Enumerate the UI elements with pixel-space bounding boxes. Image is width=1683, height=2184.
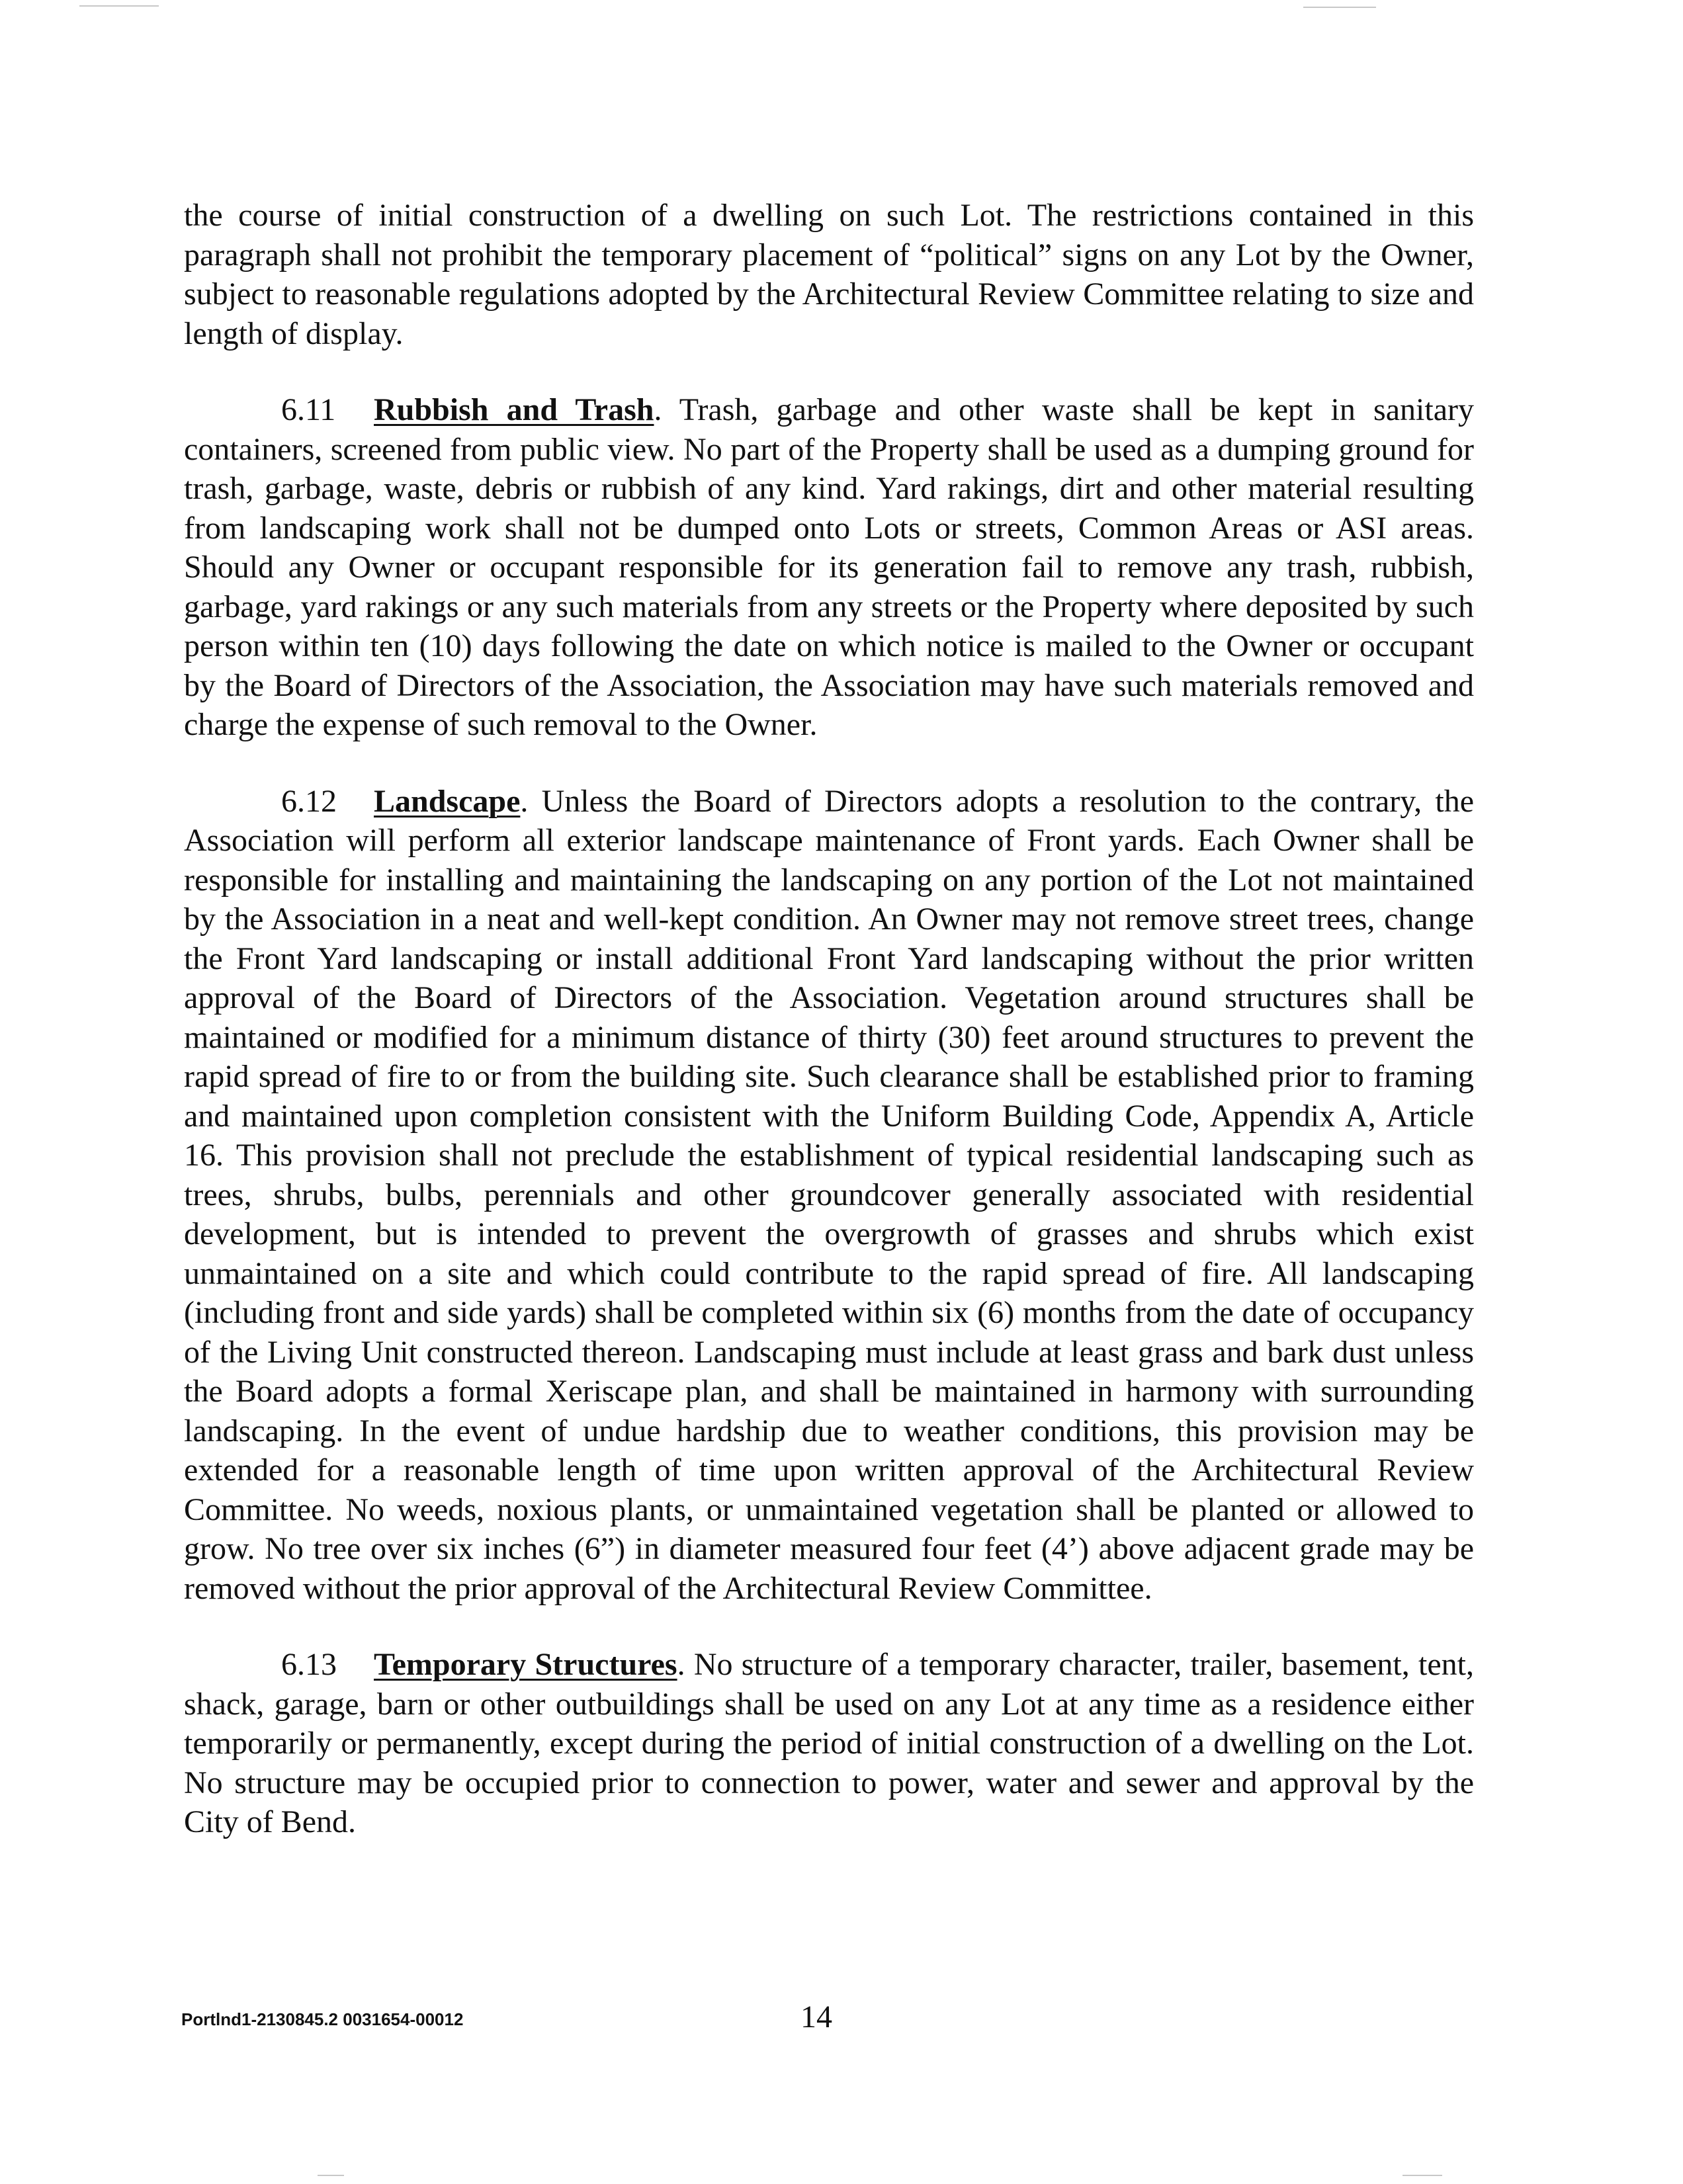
section-6-13 <box>184 1645 1474 1842</box>
document-body <box>184 196 1474 1842</box>
section-6-11 <box>184 390 1474 745</box>
section-body: . No structure of a temporary character, trailer, basement, tent, shack, garage, barn or other outbuildings shall be used on any Lot at any time as a residence either temporarily or permanently, except during the period of initial construction of a dwelling on the Lot. No structure may be occupied prior to connection to power, water and sewer and approval by the City of Bend. <box>184 1647 1474 1839</box>
section-title: Temporary Structures <box>374 1647 677 1682</box>
section-6-12 <box>184 782 1474 1609</box>
scan-artifact <box>79 5 159 7</box>
page-number: 14 <box>800 1999 832 2035</box>
section-number: 6.13 <box>281 1647 337 1682</box>
section-body: . Unless the Board of Directors adopts a resolution to the contrary, the Association will perform all exterior landscape maintenance of Front yards. Each Owner shall be responsible for installing and maintaining the landscaping on any portion of the Lot not maintained by the Association in a neat and well-kept condition. An Owner may not remove street trees, change the Front Yard landscaping or install additional Front Yard landscaping without the prior written approval of the Board of Directors of the Association. Vegetation around structures shall be maintained or modified for a minimum distance of thirty (30) feet around structures to prevent the rapid spread of fire to or from the building site. Such clearance shall be established prior to framing and maintained upon completion consistent with the Uniform Building Code, Appendix A, Article 16. This provision shall not preclude the establishment of typical residential landscaping such as trees, shrubs, bulbs, perennials and other groundcover generally associated with residential development, but is intended to prevent the overgrowth of grasses and shrubs which exist unmaintained on a site and which could contribute to the rapid spread of fire. All landscaping (including front and side yards) shall be completed within six (6) months from the date of occupancy of the Living Unit constructed thereon. Landscaping must include at least grass and bark dust unless the Board adopts a formal Xeriscape plan, and shall be maintained in harmony with surrounding landscaping. In the event of undue hardship due to weather conditions, this provision may be extended for a reasonable length of time upon written approval of the Architectural Review Committee. No weeds, noxious plants, or unmaintained vegetation shall be planted or allowed to grow. No tree over six inches (6”) in diameter measured four feet (4’) above adjacent grade may be removed without the prior approval of the Architectural Review Committee. <box>184 783 1474 1606</box>
section-body: . Trash, garbage and other waste shall be kept in sanitary containers, screened from public view. No part of the Property shall be used as a dumping ground for trash, garbage, waste, debris or rubbish of any kind. Yard rakings, dirt and other material resulting from landscaping work shall not be dumped onto Lots or streets, Common Areas or ASI areas. Should any Owner or occupant responsible for its generation fail to remove any trash, rubbish, garbage, yard rakings or any such materials from any streets or the Property where deposited by such person within ten (10) days following the date on which notice is mailed to the Owner or occupant by the Board of Directors of the Association, the Association may have such materials removed and charge the expense of such removal to the Owner. <box>184 392 1475 742</box>
section-title: Landscape <box>374 783 521 819</box>
scan-artifact <box>318 2175 344 2176</box>
section-title: Rubbish and Trash <box>374 392 654 427</box>
footer-document-id: Portlnd1-2130845.2 0031654-00012 <box>181 2009 464 2029</box>
scan-artifact <box>1402 2175 1442 2176</box>
scan-artifact <box>1303 7 1376 8</box>
section-number: 6.12 <box>281 783 337 819</box>
section-number: 6.11 <box>281 392 336 427</box>
continuation-paragraph: the course of initial construction of a dwelling on such Lot. The restrictions contained in this paragraph shall not prohibit the temporary placement of “political” signs on any Lot by the Owner, subject to reasonable regulations adopted by the Architectural Review Committee relating to size and length of display. <box>184 198 1474 351</box>
